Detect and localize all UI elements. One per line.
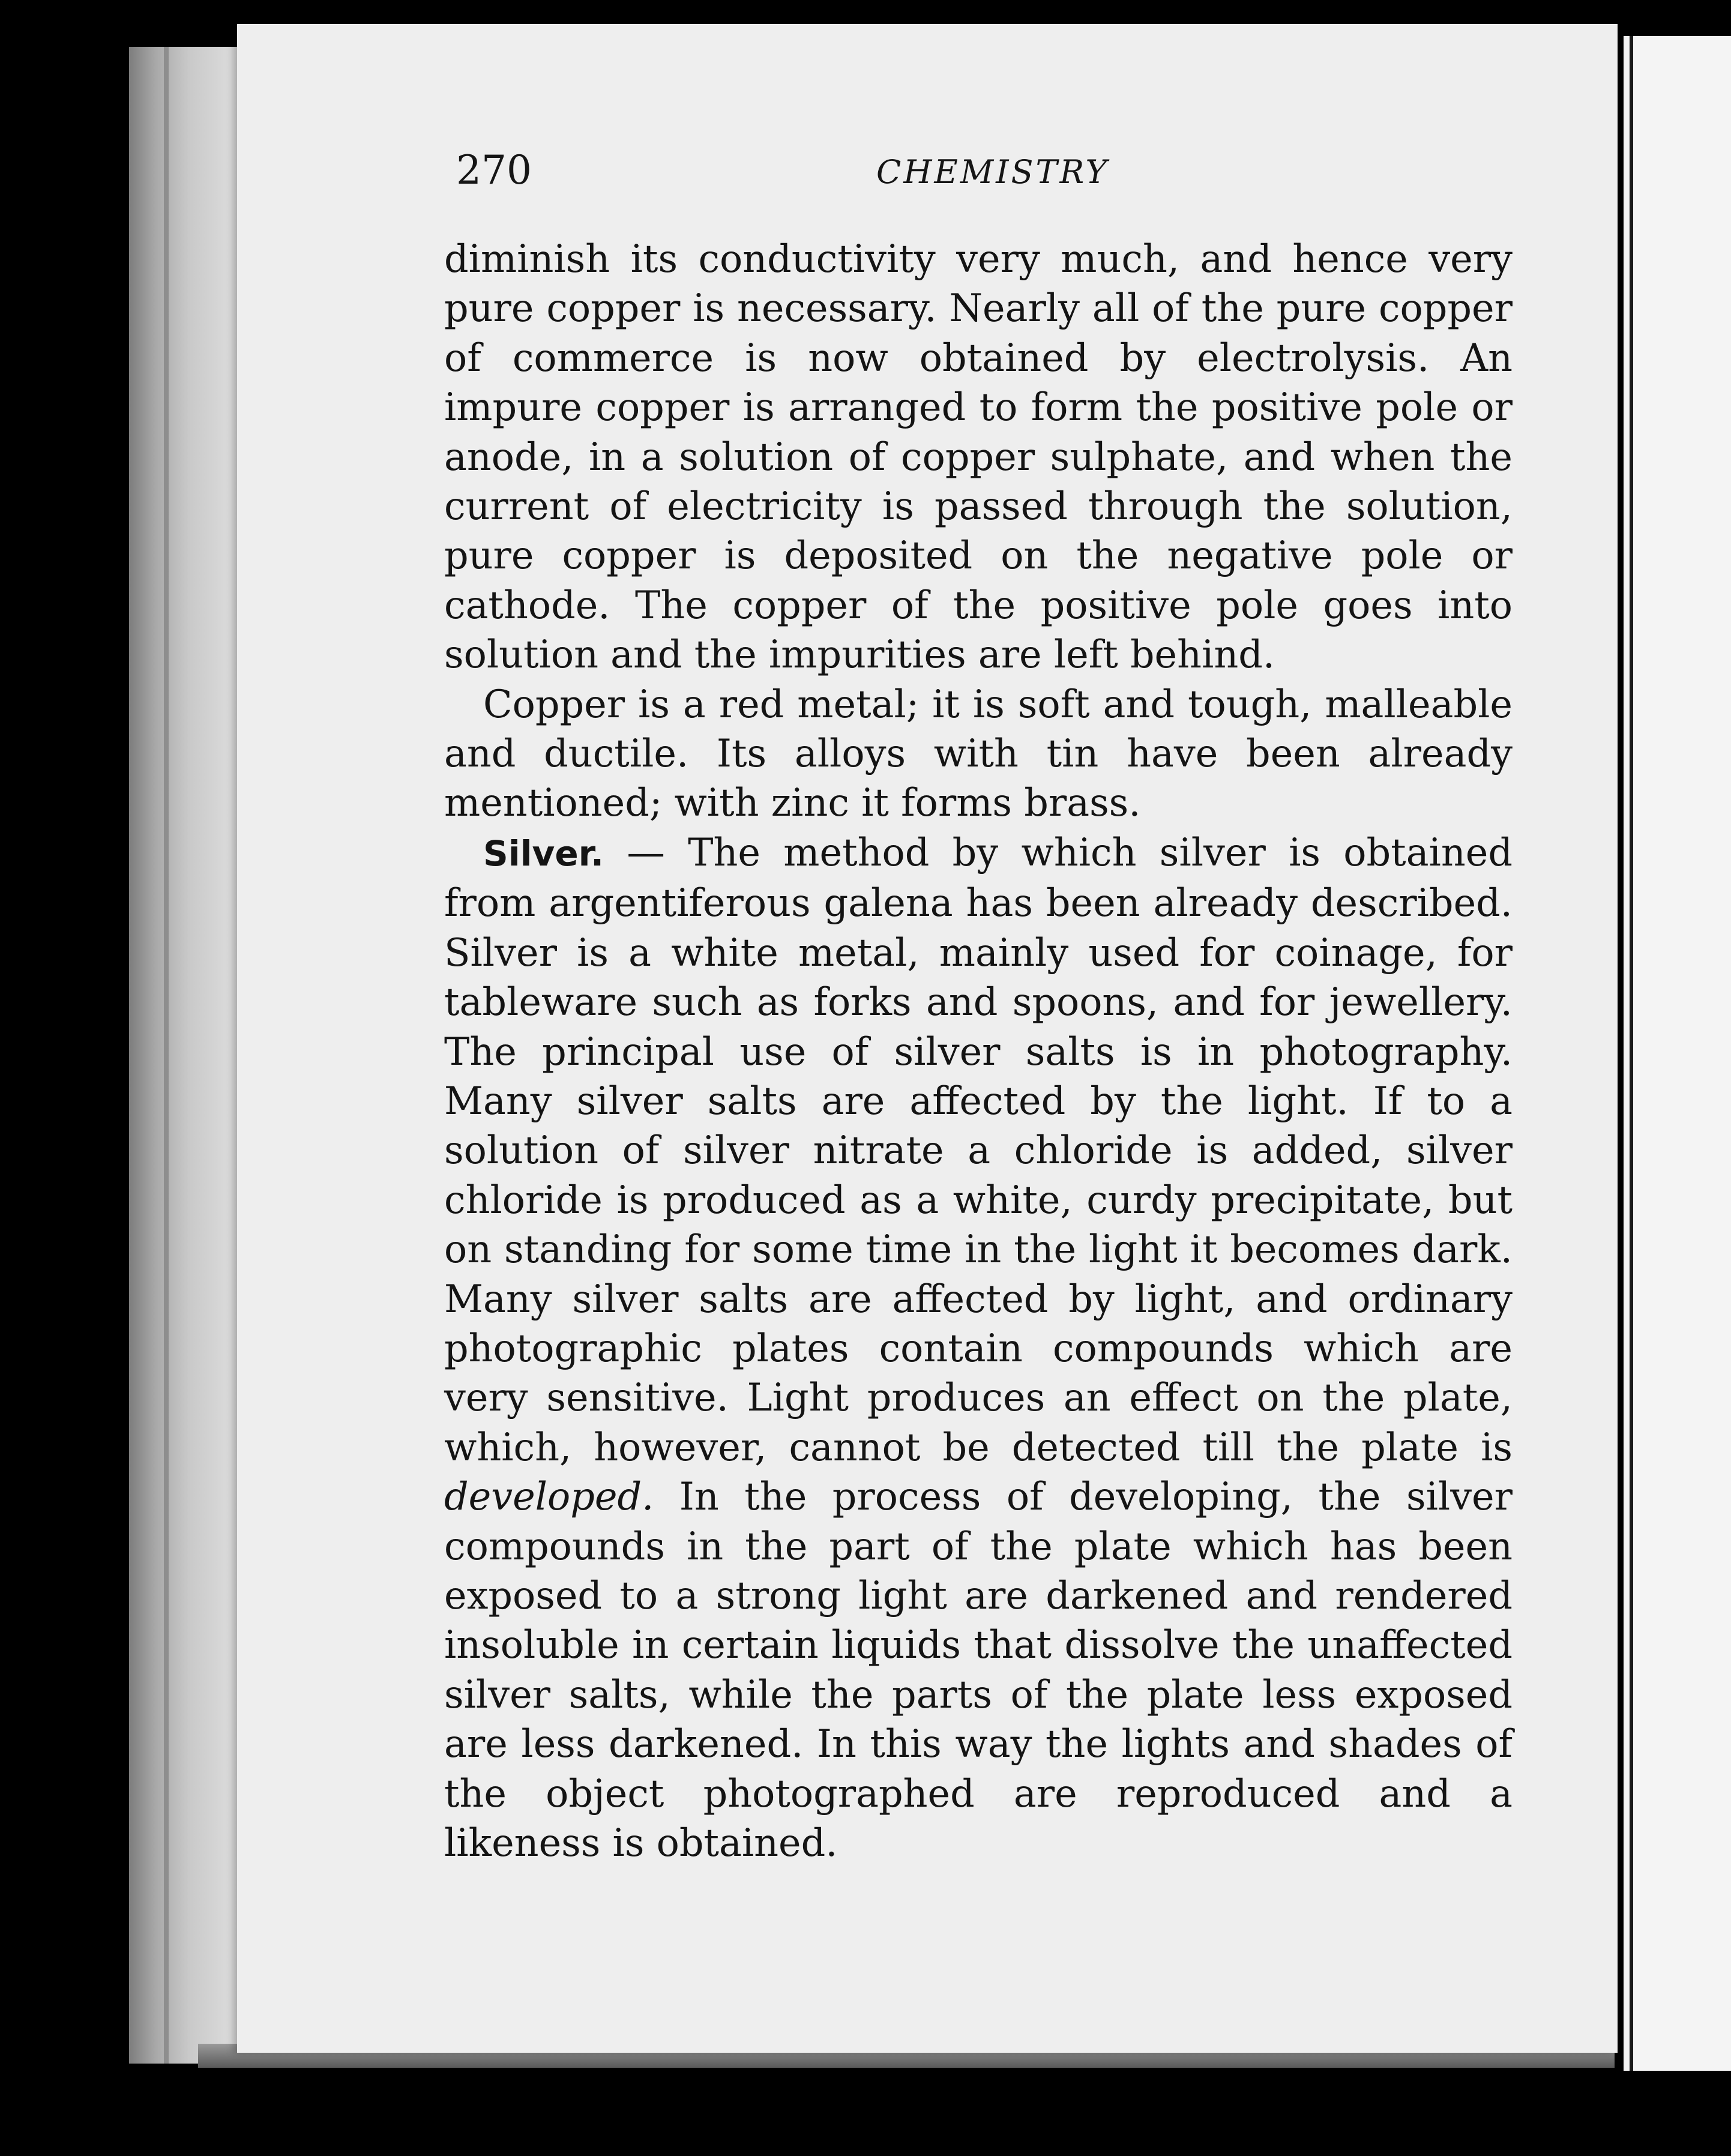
body-text xyxy=(444,234,1513,1867)
page-number: 270 xyxy=(456,147,532,193)
paragraph-copper-properties: Copper is a red metal; it is soft and tough, malleable and ductile. Its alloys with tin have been already mentioned; with zinc it forms brass. xyxy=(444,681,1513,825)
developed-emphasis: developed. xyxy=(444,1474,654,1519)
silver-text-part-2: In the process of developing, the silver compounds in the part of the plate which has been exposed to a strong light are darkened and rendered insoluble in certain liquids that dissolve the unaffected silver salts, while the parts of the plate less exposed are less darkened. In this way the lights and shades of the object photographed are reproduced and a likeness is obtained. xyxy=(444,1474,1513,1865)
silver-heading: Silver. xyxy=(483,833,604,874)
silver-text-part-1: — The method by which silver is obtained from argentiferous galena has been already described. Silver is a white metal, mainly used for coinage, for tableware such as forks and spoons, and for jewellery. The principal use of silver salts is in photography. Many silver salts are affected by the light. If to a solution of silver nitrate a chloride is added, silver chloride is produced as a white, curdy precipitate, but on standing for some time in the light it becomes dark. Many silver salts are affected by light, and ordinary photographic plates contain compounds which are very sensitive. Light produces an effect on the plate, which, however, cannot be detected till the plate is xyxy=(444,830,1513,1469)
paragraph-silver xyxy=(444,828,1513,1868)
paragraph-copper-refining: diminish its conductivity very much, and hence very pure copper is necessary. Nearly all of the pure copper of commerce is now obtained by electrolysis. An impure copper is arranged to form the positive pole or anode, in a solution of copper sulphate, and when the current of electricity is passed through the solution, pure copper is deposited on the negative pole or cathode. The copper of the positive pole goes into solution and the impurities are left behind. xyxy=(444,236,1513,677)
facing-page-edge xyxy=(1624,36,1731,2071)
running-title: CHEMISTRY xyxy=(876,153,1110,191)
running-head xyxy=(456,147,1513,195)
